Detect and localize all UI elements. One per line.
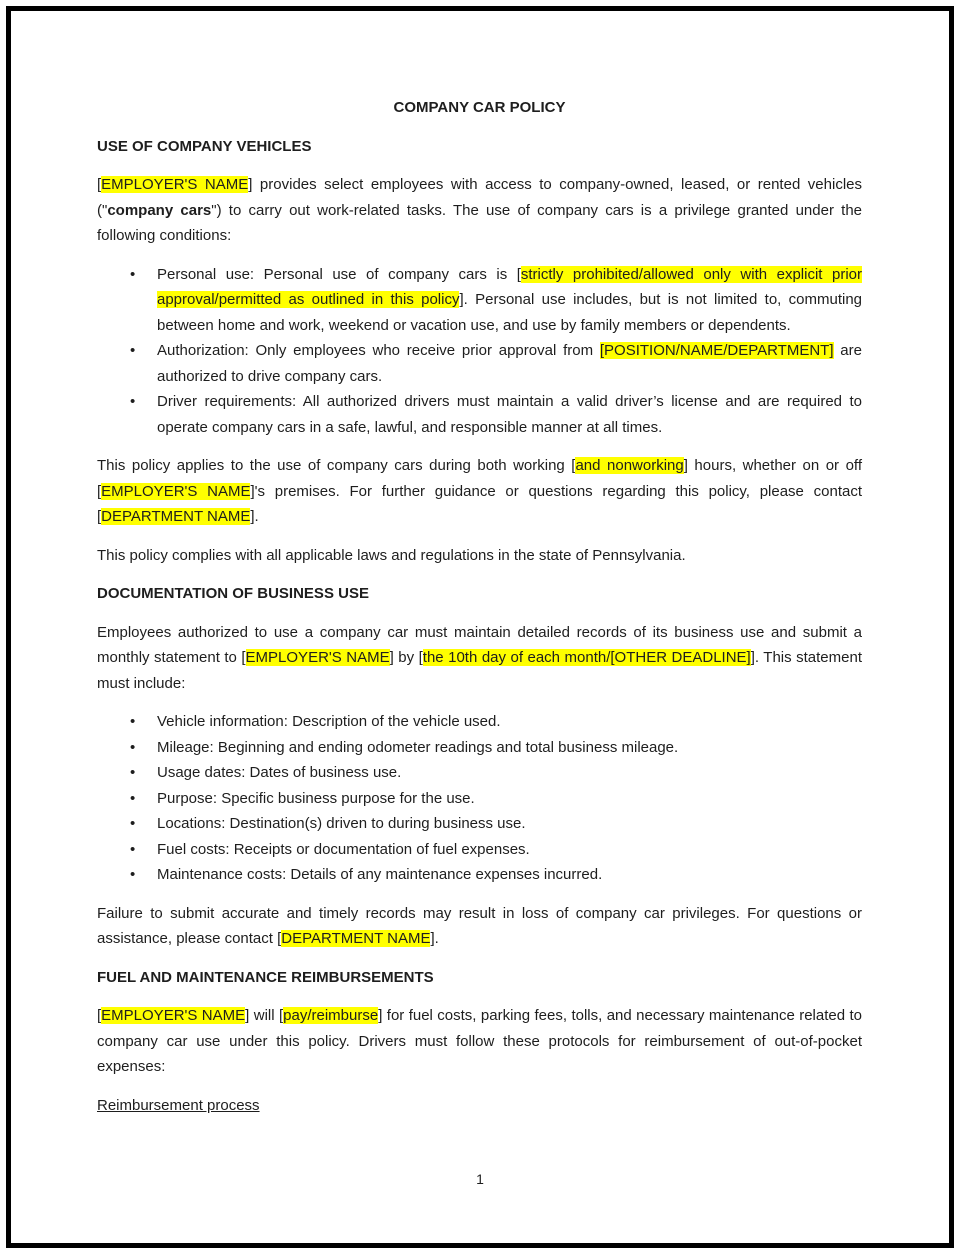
placeholder-highlight: EMPLOYER'S NAME [101, 176, 249, 193]
text-run: company cars [107, 201, 212, 219]
placeholder-highlight: EMPLOYER'S NAME [101, 482, 251, 500]
bullet-item [97, 262, 862, 339]
text-run: ] provides select employees with access to company-owned, leased, or rented vehicles (" [97, 176, 862, 219]
bullet-item [97, 786, 862, 812]
text-run: Authorization: Only employees who receive prior approval from [157, 342, 600, 359]
placeholder-highlight: DEPARTMENT NAME [101, 508, 251, 525]
text-run: Driver requirements: All authorized drivers must maintain a valid driver’s license and are required to operate company cars in a safe, lawful, and responsible manner at all times. [157, 393, 862, 436]
placeholder-highlight: the 10th day of each month/[OTHER DEADLINE] [422, 649, 751, 666]
text-run: Failure to submit accurate and timely records may result in loss of company car privileges. For questions or assistance, please contact [ [97, 904, 862, 947]
section-heading: FUEL AND MAINTENANCE REIMBURSEMENTS [97, 968, 434, 986]
text-run: ]. [250, 508, 259, 525]
text-run: This policy applies to the use of company cars during both working [ [97, 457, 576, 474]
bullet-item [97, 811, 862, 837]
bullet-marker-icon: • [130, 866, 136, 883]
paragraph [97, 543, 862, 569]
bullet-item [97, 735, 862, 761]
bullet-item [97, 862, 862, 888]
document-body [97, 95, 862, 1118]
text-run: Reimbursement process [97, 1096, 260, 1114]
text-run: ]. [430, 930, 439, 947]
bullet-list [97, 709, 862, 888]
paragraph [97, 453, 862, 530]
text-run: Vehicle information: Description of the vehicle used. [157, 713, 501, 730]
text-run: [ [97, 1007, 102, 1024]
bullet-marker-icon: • [130, 713, 136, 730]
text-run: ]. Personal use includes, but is not limited to, commuting between home and work, weekend or vacation use, and use by family members or dependents. [157, 291, 862, 334]
text-run: ]'s premises. For further guidance or questions regarding this policy, please contact [ [97, 482, 862, 525]
section-heading: USE OF COMPANY VEHICLES [97, 137, 312, 155]
bullet-marker-icon: • [130, 738, 136, 756]
text-run: ] by [ [389, 649, 423, 666]
text-run: Mileage: Beginning and ending odometer readings and total business mileage. [157, 738, 679, 756]
paragraph [97, 620, 862, 697]
bullet-marker-icon: • [130, 840, 136, 858]
bullet-item [97, 837, 862, 863]
text-run: Locations: Destination(s) driven to during business use. [157, 815, 526, 832]
section-heading: DOCUMENTATION OF BUSINESS USE [97, 585, 369, 602]
document-title: COMPANY CAR POLICY [393, 99, 566, 116]
bullet-item [97, 760, 862, 786]
placeholder-highlight: EMPLOYER'S NAME [245, 649, 390, 666]
paragraph [97, 172, 862, 249]
text-run: ") to carry out work-related tasks. The use of company cars is a privilege granted under the following conditions: [97, 201, 863, 244]
text-run: ] will [ [245, 1007, 284, 1024]
text-run: are authorized to drive company cars. [157, 342, 862, 385]
text-run: Maintenance costs: Details of any maintenance expenses incurred. [157, 866, 603, 883]
bullet-item [97, 338, 862, 389]
text-run: ] hours, whether on or off [ [97, 457, 862, 500]
text-run: Usage dates: Dates of business use. [157, 764, 402, 781]
bullet-marker-icon: • [130, 789, 136, 807]
text-run: ]. This statement must include: [97, 649, 862, 692]
text-run: [ [97, 176, 102, 193]
paragraph [97, 901, 862, 952]
text-run: Employees authorized to use a company car must maintain detailed records of its business use and submit a monthly statement to [ [97, 623, 862, 666]
text-run: This policy complies with all applicable laws and regulations in the state of Pennsylvania. [97, 546, 686, 564]
text-run: ] for fuel costs, parking fees, tolls, and necessary maintenance related to company car use under this policy. Drivers must follow these protocols for reimbursement of out-of-pocket expenses: [97, 1007, 863, 1075]
bullet-marker-icon: • [130, 764, 136, 781]
page-number: 1 [476, 1170, 484, 1187]
bullet-item [97, 709, 862, 735]
text-run: Purpose: Specific business purpose for the use. [157, 789, 475, 807]
bullet-marker-icon: • [130, 265, 136, 283]
text-run: Personal use: Personal use of company cars is [ [157, 265, 521, 283]
text-run: Fuel costs: Receipts or documentation of fuel expenses. [157, 840, 530, 858]
paragraph [97, 1003, 862, 1080]
bullet-item [97, 389, 862, 440]
placeholder-highlight: DEPARTMENT NAME [281, 930, 431, 947]
paragraph [97, 1093, 862, 1119]
placeholder-highlight: and nonworking [575, 457, 684, 474]
placeholder-highlight: pay/reimburse [283, 1007, 379, 1024]
bullet-marker-icon: • [130, 393, 136, 410]
bullet-marker-icon: • [130, 815, 136, 832]
placeholder-highlight: [POSITION/NAME/DEPARTMENT] [599, 342, 834, 359]
bullet-marker-icon: • [130, 342, 136, 359]
placeholder-highlight: EMPLOYER'S NAME [101, 1007, 246, 1024]
placeholder-highlight: strictly prohibited/allowed only with explicit prior approval/permitted as outlined in this policy [157, 265, 862, 308]
bullet-list [97, 262, 862, 441]
